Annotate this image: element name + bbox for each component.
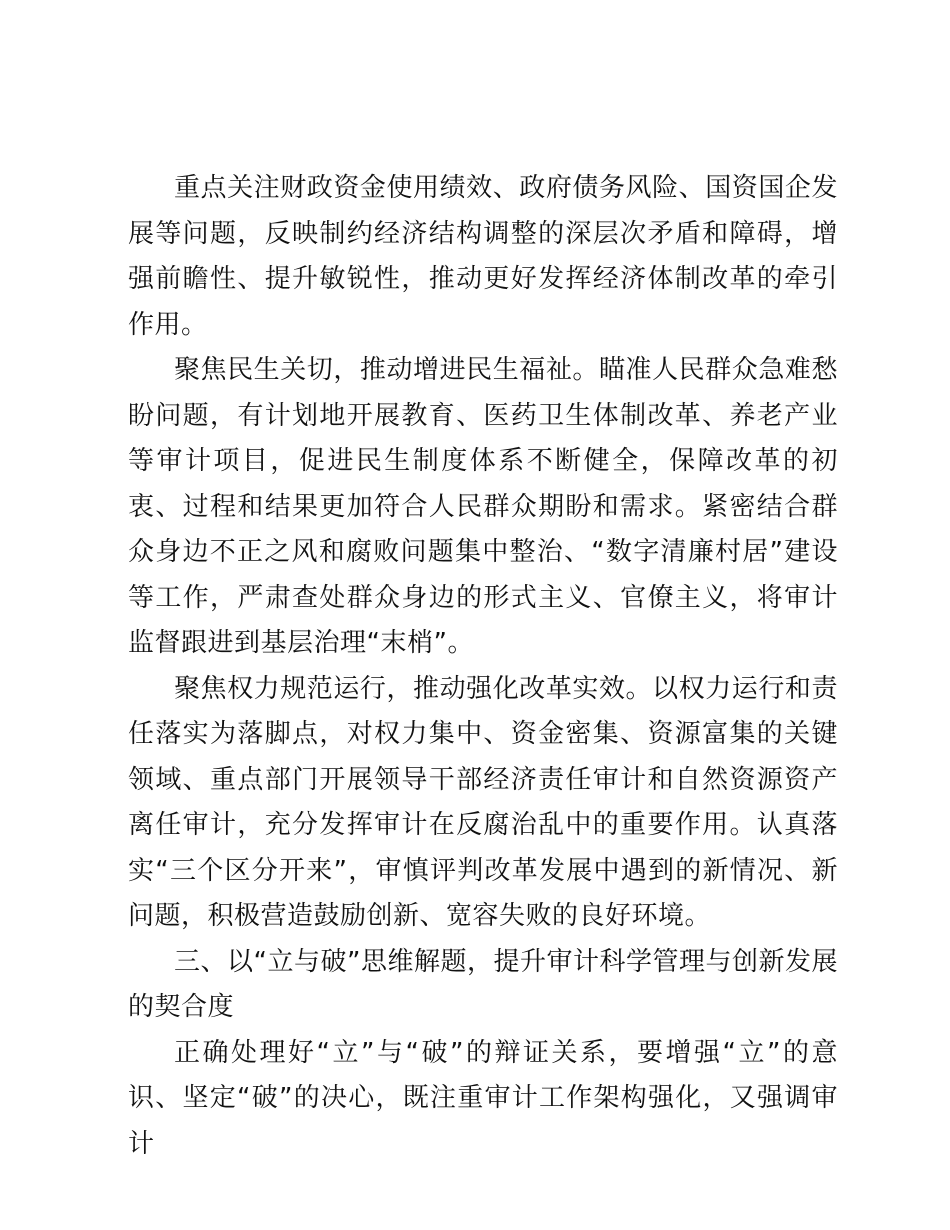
paragraph-power-operation: 聚焦权力规范运行，推动强化改革实效。以权力运行和责任落实为落脚点，对权力集中、资金密集、资源富集的关键领域、重点部门开展领导干部经济责任审计和自然资源资产离任审计，充分发挥审计在反腐治乱中的重要作用。认真落实“三个区分开来”，审慎评判改革发展中遇到的新情况、新问题，积极营造鼓励创新、宽容失败的良好环境。	[128, 673, 838, 931]
paragraph-fiscal-focus: 重点关注财政资金使用绩效、政府债务风险、国资国企发展等问题，反映制约经济结构调整的深层次矛盾和障碍，增强前瞻性、提升敏锐性，推动更好发挥经济体制改革的牵引作用。	[128, 173, 838, 340]
document-body	[128, 166, 838, 1167]
section-heading-3: 三、以“立与破”思维解题，提升审计科学管理与创新发展的契合度	[128, 946, 838, 1022]
paragraph-establish-break: 正确处理好“立”与“破”的辩证关系，要增强“立”的意识、坚定“破”的决心，既注重审计工作架构强化，又强调审计	[128, 1037, 838, 1159]
paragraph-livelihood: 聚焦民生关切，推动增进民生福祉。瞄准人民群众急难愁盼问题，有计划地开展教育、医药卫生体制改革、养老产业等审计项目，促进民生制度体系不断健全，保障改革的初衷、过程和结果更加符合人民群众期盼和需求。紧密结合群众身边不正之风和腐败问题集中整治、“数字清廉村居”建设等工作，严肃查处群众身边的形式主义、官僚主义，将审计监督跟进到基层治理“末梢”。	[128, 355, 838, 658]
